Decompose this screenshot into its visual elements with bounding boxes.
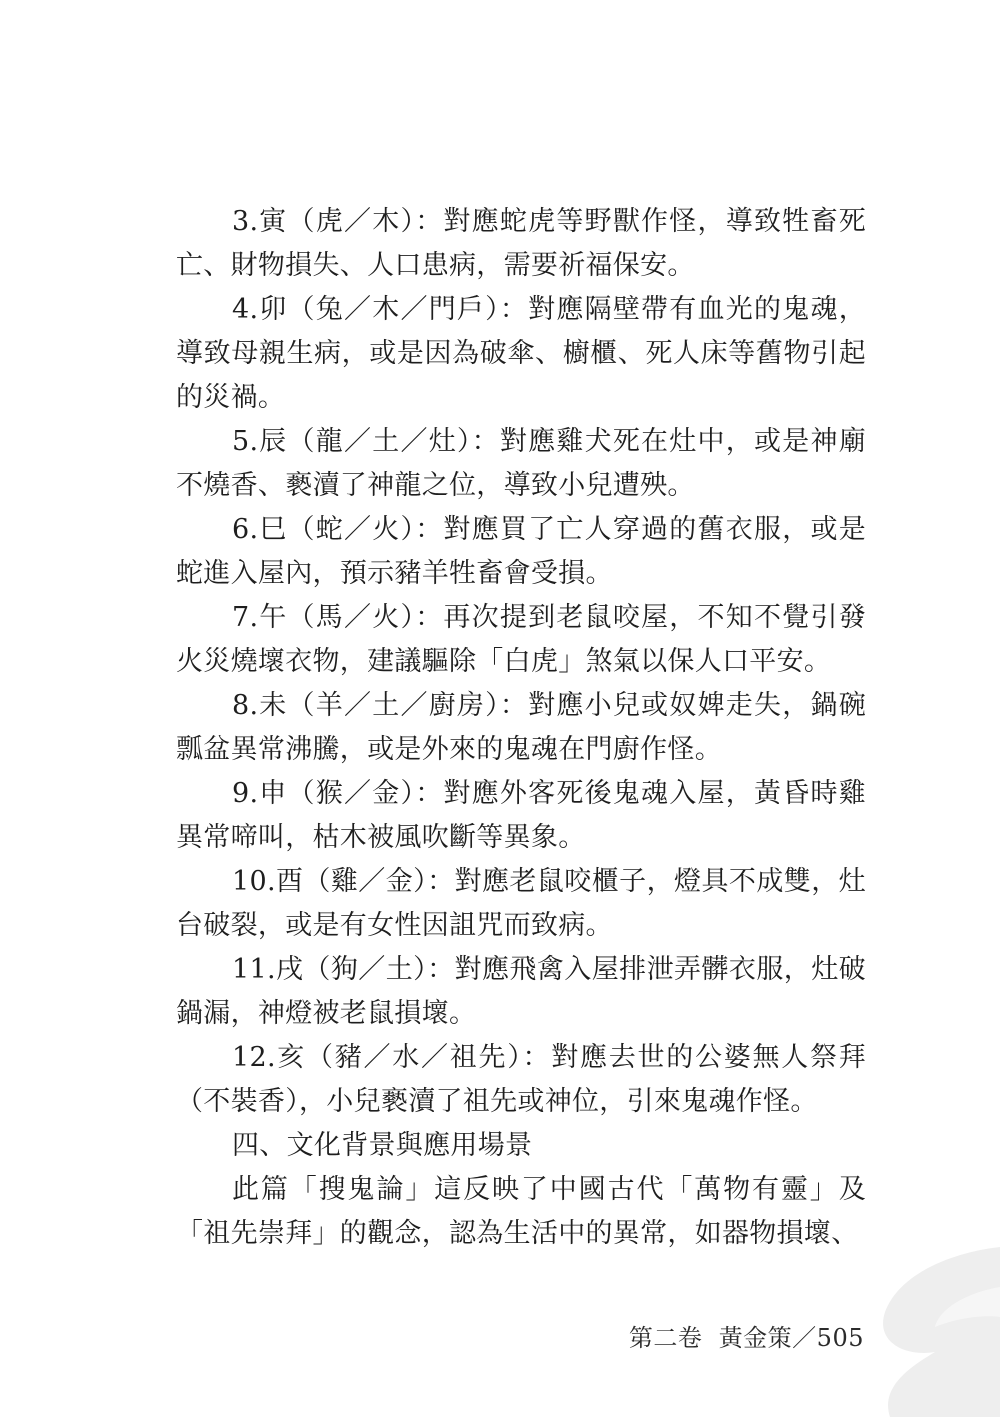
- paragraph-xu: 11.戌（狗／土）：對應飛禽入屋排泄弄髒衣服，灶破鍋漏，神燈被老鼠損壞。: [176, 954, 866, 1029]
- paragraph-si: 6.巳（蛇／火）：對應買了亡人穿過的舊衣服，或是蛇進入屋內，預示豬羊牲畜會受損。: [176, 514, 866, 589]
- page-corner-decoration: [860, 1217, 1000, 1417]
- section-heading: 四、文化背景與應用場景: [232, 1130, 533, 1161]
- footer-section-page: 黃金策／505: [718, 1324, 864, 1352]
- paragraph-shen: 9.申（猴／金）：對應外客死後鬼魂入屋，黃昏時雞異常啼叫，枯木被風吹斷等異象。: [176, 778, 866, 853]
- paragraph-wei: 8.未（羊／土／廚房）：對應小兒或奴婢走失，鍋碗瓢盆異常沸騰，或是外來的鬼魂在門廚作怪。: [176, 690, 866, 765]
- footer-volume: 第二卷: [628, 1324, 703, 1352]
- page-footer: [629, 1318, 864, 1358]
- paragraph-hai: 12.亥（豬／水／祖先）：對應去世的公婆無人祭拜（不裝香），小兒褻瀆了祖先或神位，引來鬼魂作怪。: [176, 1042, 866, 1117]
- footer-separator: [702, 1324, 718, 1352]
- paragraph-wu: 7.午（馬／火）：再次提到老鼠咬屋，不知不覺引發火災燒壞衣物，建議驅除「白虎」煞氣以保人口平安。: [176, 602, 866, 677]
- body-text: [176, 200, 866, 1256]
- paragraph-you: 10.酉（雞／金）：對應老鼠咬櫃子，燈具不成雙，灶台破裂，或是有女性因詛咒而致病。: [176, 866, 866, 941]
- paragraph-cultural-background: 此篇「搜鬼論」這反映了中國古代「萬物有靈」及「祖先崇拜」的觀念，認為生活中的異常，如器物損壞、: [176, 1174, 866, 1249]
- paragraph-yin: 3.寅（虎／木）：對應蛇虎等野獸作怪，導致牲畜死亡、財物損失、人口患病，需要祈福保安。: [176, 206, 866, 281]
- paragraph-mao: 4.卯（兔／木／門戶）：對應隔壁帶有血光的鬼魂，導致母親生病，或是因為破傘、櫥櫃、死人床等舊物引起的災禍。: [176, 294, 866, 413]
- paragraph-chen: 5.辰（龍／土／灶）：對應雞犬死在灶中，或是神廟不燒香、褻瀆了神龍之位，導致小兒遭殃。: [176, 426, 866, 501]
